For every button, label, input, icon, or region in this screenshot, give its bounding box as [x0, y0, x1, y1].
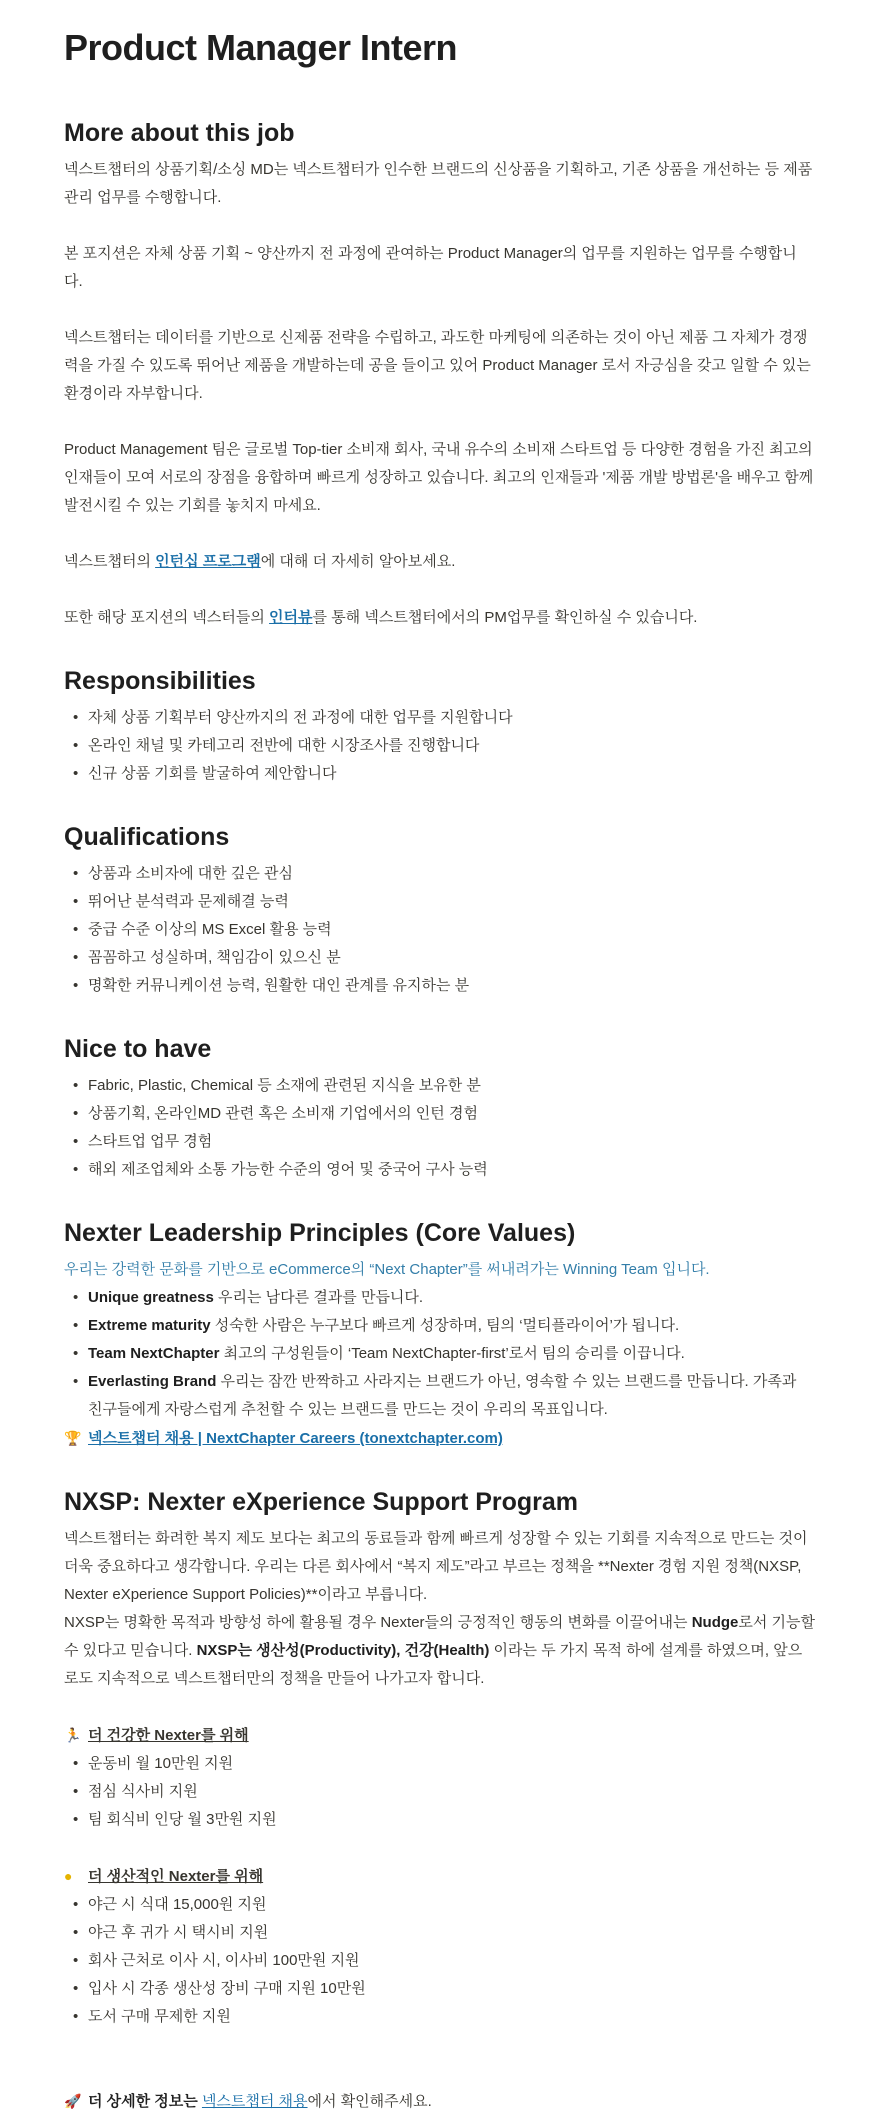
qualifications-list [64, 860, 815, 1000]
nice-to-have-heading: Nice to have [64, 1035, 212, 1063]
about-paragraph: 넥스트챕터는 데이터를 기반으로 신제품 전략을 수립하고, 과도한 마케팅에 의존하는 것이 아닌 제품 그 자체가 경쟁력을 가질 수 있도록 뛰어난 제품을 개발하는데 공을 들이고 있어 Product Manager 로서 자긍심을 갖고 일할 수 있는 환경이라 자부합니다. [64, 329, 811, 402]
nice-to-have-list [64, 1072, 815, 1184]
list-item: • 신규 상품 기회를 발굴하여 제안합니다 [64, 760, 815, 788]
page-title: Product Manager Intern [64, 27, 458, 68]
interview-link[interactable]: 인터뷰 [269, 609, 313, 626]
productive-list [64, 1891, 815, 2031]
about-paragraph: Product Management 팀은 글로벌 Top-tier 소비재 회사, 국내 유수의 소비재 스타트업 등 다양한 경험을 가진 최고의 인재들이 모여 서로의 장점을 융합하며 빠르게 성장하고 있습니다. 최고의 인재들과 '제품 개발 방법론'을 배우고 함께 발전시킬 수 있는 기회를 놓치지 마세요. [64, 441, 814, 514]
list-item: • 명확한 커뮤니케이션 능력, 원활한 대인 관계를 유지하는 분 [64, 972, 815, 1000]
list-item: • 야근 시 식대 15,000원 지원 [64, 1891, 815, 1919]
list-item: • 야근 후 귀가 시 택시비 지원 [64, 1919, 815, 1947]
list-item: • Fabric, Plastic, Chemical 등 소재에 관련된 지식을 보유한 분 [64, 1072, 815, 1100]
trophy-icon: 🏆 [64, 1430, 82, 1446]
health-subheading: 🏃 더 건강한 Nexter를 위해 [64, 1721, 815, 1750]
list-item: • 팀 회식비 인당 월 3만원 지원 [64, 1806, 815, 1834]
nextchapter-careers-link[interactable]: 넥스트챕터 채용 [201, 2093, 308, 2110]
about-paragraph: 넥스트챕터의 상품기획/소싱 MD는 넥스트챕터가 인수한 브랜드의 신상품을 기획하고, 기존 상품을 개선하는 등 제품 관리 업무를 수행합니다. [64, 161, 813, 206]
list-item: • 온라인 채널 및 카테고리 전반에 대한 시장조사를 진행합니다 [64, 732, 815, 760]
internship-program-link[interactable]: 인턴십 프로그램 [155, 553, 261, 570]
interview-paragraph: 또한 해당 포지션의 넥스터들의 인터뷰를 통해 넥스트챕터에서의 PM업무를 확인하실 수 있습니다. [64, 609, 698, 626]
list-item: • 운동비 월 10만원 지원 [64, 1750, 815, 1778]
list-item: • 회사 근처로 이사 시, 이사비 100만원 지원 [64, 1947, 815, 1975]
responsibilities-heading: Responsibilities [64, 667, 256, 695]
coin-icon: ● [64, 1868, 73, 1884]
list-item: • 점심 식사비 지원 [64, 1778, 815, 1806]
list-item: • 스타트업 업무 경험 [64, 1128, 815, 1156]
leadership-heading: Nexter Leadership Principles (Core Values) [64, 1219, 576, 1247]
list-item: • 해외 제조업체와 소통 가능한 수준의 영어 및 중국어 구사 능력 [64, 1156, 815, 1184]
careers-line [64, 1424, 815, 1453]
responsibilities-list [64, 704, 815, 788]
leadership-intro: 우리는 강력한 문화를 기반으로 eCommerce의 “Next Chapter”를 써내려가는 Winning Team 입니다. [64, 1261, 710, 1278]
about-heading: More about this job [64, 119, 295, 147]
about-paragraph: 본 포지션은 자체 상품 기획 ~ 양산까지 전 과정에 관여하는 Product Manager의 업무를 지원하는 업무를 수행합니다. [64, 245, 797, 290]
list-item: • Everlasting Brand 우리는 잠깐 반짝하고 사라지는 브랜드가 아닌, 영속할 수 있는 브랜드를 만듭니다. 가족과 친구들에게 자랑스럽게 추천할 수 있는 브랜드를 만드는 것이 우리의 목표입니다. [64, 1368, 815, 1424]
nxsp-heading: NXSP: Nexter eXperience Support Program [64, 1488, 579, 1516]
list-item: • 자체 상품 기획부터 양산까지의 전 과정에 대한 업무를 지원합니다 [64, 704, 815, 732]
list-item: • Extreme maturity 성숙한 사람은 누구보다 빠르게 성장하며, 팀의 ‘멀티플라이어’가 됩니다. [64, 1312, 815, 1340]
internship-paragraph: 넥스트챕터의 인턴십 프로그램에 대해 더 자세히 알아보세요. [64, 553, 456, 570]
list-item: • Team NextChapter 최고의 구성원들이 ‘Team NextChapter-first’로서 팀의 승리를 이끕니다. [64, 1340, 815, 1368]
list-item: • 뛰어난 분석력과 문제해결 능력 [64, 888, 815, 916]
qualifications-heading: Qualifications [64, 823, 230, 851]
footer-line: 🚀 더 상세한 정보는 넥스트챕터 채용에서 확인해주세요. [64, 2087, 815, 2116]
runner-icon: 🏃 [64, 1727, 82, 1743]
careers-link[interactable]: 넥스트챕터 채용 | NextChapter Careers (tonextchapter.com) [88, 1430, 503, 1447]
rocket-icon: 🚀 [64, 2093, 82, 2109]
health-list [64, 1750, 815, 1834]
list-item: • 상품과 소비자에 대한 깊은 관심 [64, 860, 815, 888]
leadership-list [64, 1284, 815, 1424]
list-item: • 입사 시 각종 생산성 장비 구매 지원 10만원 [64, 1975, 815, 2003]
list-item: • 꼼꼼하고 성실하며, 책임감이 있으신 분 [64, 944, 815, 972]
nxsp-paragraph: 넥스트챕터는 화려한 복지 제도 보다는 최고의 동료들과 함께 빠르게 성장할 수 있는 기회를 지속적으로 만드는 것이 더욱 중요하다고 생각합니다. 우리는 다른 회사에서 “복지 제도”라고 부르는 정책을 **Nexter 경험 지원 정책(NXSP, Nexter eXperience Support Policies)**이라고 부릅니다. [64, 1530, 808, 1603]
productive-subheading: ● 더 생산적인 Nexter를 위해 [64, 1862, 815, 1891]
list-item: • 도서 구매 무제한 지원 [64, 2003, 815, 2031]
nxsp-paragraph: NXSP는 명확한 목적과 방향성 하에 활용될 경우 Nexter들의 긍정적인 행동의 변화를 이끌어내는 Nudge로서 기능할 수 있다고 믿습니다. NXSP는 생산성(Productivity), 건강(Health) 이라는 두 가지 목적 하에 설계를 하였으며, 앞으로도 지속적으로 넥스트챕터만의 정책을 만들어 나가고자 합니다. [64, 1614, 815, 1687]
list-item: • Unique greatness 우리는 남다른 결과를 만듭니다. [64, 1284, 815, 1312]
list-item: • 상품기획, 온라인MD 관련 혹은 소비재 기업에서의 인턴 경험 [64, 1100, 815, 1128]
list-item: • 중급 수준 이상의 MS Excel 활용 능력 [64, 916, 815, 944]
